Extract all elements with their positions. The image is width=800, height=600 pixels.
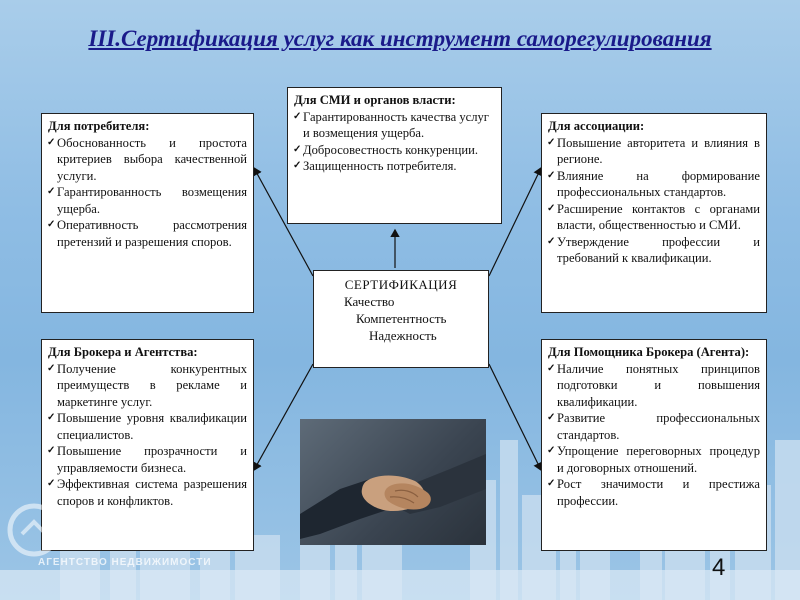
- list-item: ✓ Повышение уровня квалификации специалистов.: [48, 410, 247, 443]
- page-title: III.Сертификация услуг как инструмент саморегулирования: [88, 26, 712, 51]
- broker-heading: Для Брокера и Агентства:: [48, 345, 198, 359]
- list-item: ✓ Гарантированность возмещения ущерба.: [48, 184, 247, 217]
- agency-logo-icon: [4, 500, 64, 560]
- page-number: 4: [712, 554, 726, 581]
- handshake-icon: [300, 419, 486, 545]
- certification-title: СЕРТИФИКАЦИЯ: [344, 277, 458, 292]
- agency-logo-text: АГЕНТСТВО НЕДВИЖИМОСТИ: [38, 557, 212, 568]
- consumer-box: [41, 113, 254, 313]
- consumer-heading: Для потребителя:: [48, 119, 150, 133]
- list-item: ✓ Развитие профессиональных стандартов.: [548, 410, 760, 443]
- media-list: [294, 109, 495, 175]
- broker-list: [48, 361, 247, 510]
- list-item: ✓ Наличие понятных принципов подготовки и повышения квалификации.: [548, 361, 760, 411]
- media-authorities-box: [287, 87, 502, 224]
- list-item: ✓ Гарантированность качества услуг и возмещения ущерба.: [294, 109, 495, 142]
- list-item: ✓ Утверждение профессии и требований к квалификации.: [548, 234, 760, 267]
- list-item: ✓ Получение конкурентных преимуществ в рекламе и маркетинге услуг.: [48, 361, 247, 411]
- handshake-image: [300, 419, 486, 545]
- association-box: [541, 113, 767, 313]
- list-item: ✓ Упрощение переговорных процедур и договорных отношений.: [548, 443, 760, 476]
- consumer-list: [48, 135, 247, 251]
- list-item: ✓ Повышение авторитета и влияния в регионе.: [548, 135, 760, 168]
- center-line-reliability: Надежность: [369, 328, 437, 343]
- center-line-quality: Качество: [344, 294, 395, 309]
- list-item: ✓ Добросовестность конкуренции.: [294, 142, 495, 159]
- media-heading: Для СМИ и органов власти:: [294, 93, 456, 107]
- assistant-broker-box: [541, 339, 767, 551]
- broker-agency-box: [41, 339, 254, 551]
- certification-center-box: [313, 270, 489, 368]
- list-item: ✓ Влияние на формирование профессиональных стандартов.: [548, 168, 760, 201]
- list-item: ✓ Расширение контактов с органами власти, общественностью и СМИ.: [548, 201, 760, 234]
- list-item: ✓ Повышение прозрачности и управляемости бизнеса.: [48, 443, 247, 476]
- assistant-heading: Для Помощника Брокера (Агента):: [548, 345, 750, 359]
- center-line-competence: Компетентность: [356, 311, 447, 326]
- list-item: ✓ Рост значимости и престижа профессии.: [548, 476, 760, 509]
- association-list: [548, 135, 760, 267]
- assistant-list: [548, 361, 760, 510]
- list-item: ✓ Защищенность потребителя.: [294, 158, 495, 175]
- list-item: ✓ Эффективная система разрешения споров и конфликтов.: [48, 476, 247, 509]
- list-item: ✓ Оперативность рассмотрения претензий и разрешения споров.: [48, 217, 247, 250]
- list-item: ✓ Обоснованность и простота критериев выбора качественной услуги.: [48, 135, 247, 185]
- association-heading: Для ассоциации:: [548, 119, 645, 133]
